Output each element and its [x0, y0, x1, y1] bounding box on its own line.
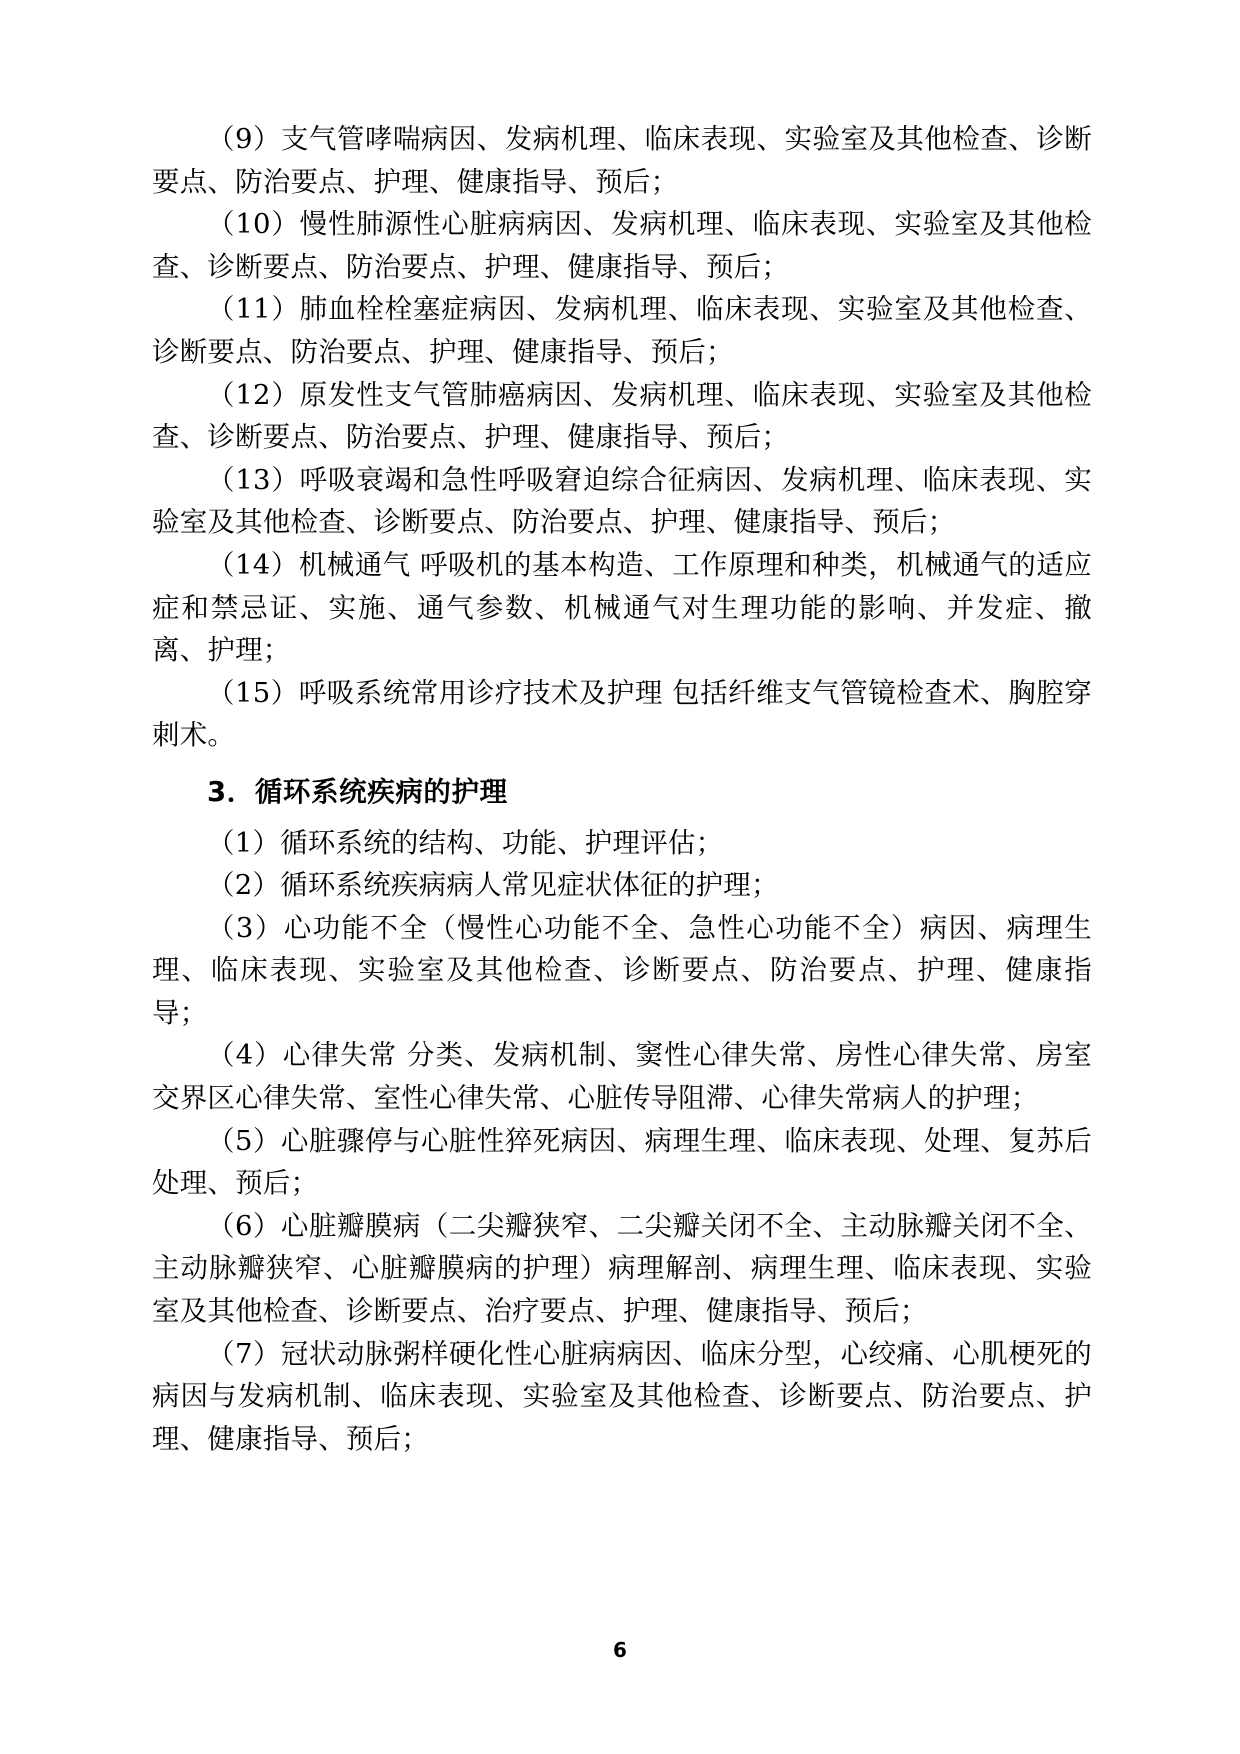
paragraph-circ-item-4: （4）心律失常 分类、发病机制、窦性心律失常、房性心律失常、房室交界区心律失常、室性心律失常、心脏传导阻滞、心律失常病人的护理； [152, 1039, 1092, 1115]
paragraph-item-15: （15）呼吸系统常用诊疗技术及护理 包括纤维支气管镜检查术、胸腔穿刺术。 [152, 676, 1092, 752]
paragraph-circ-item-3: （3）心功能不全（慢性心功能不全、急性心功能不全）病因、病理生理、临床表现、实验室及其他检查、诊断要点、防治要点、护理、健康指导； [152, 911, 1092, 1029]
paragraph-item-10: （10）慢性肺源性心脏病病因、发病机理、临床表现、实验室及其他检查、诊断要点、防治要点、护理、健康指导、预后； [152, 208, 1092, 283]
page-footer [0, 1638, 1240, 1662]
paragraph-circ-item-6: （6）心脏瓣膜病（二尖瓣狭窄、二尖瓣关闭不全、主动脉瓣关闭不全、主动脉瓣狭窄、心脏瓣膜病的护理）病理解剖、病理生理、临床表现、实验室及其他检查、诊断要点、治疗要点、护理、健康指导、预后； [152, 1209, 1092, 1328]
paragraph-circ-item-1: （1）循环系统的结构、功能、护理评估； [207, 826, 724, 859]
page-number: 6 [613, 1638, 627, 1662]
paragraph-item-13: （13）呼吸衰竭和急性呼吸窘迫综合征病因、发病机理、临床表现、实验室及其他检查、诊断要点、防治要点、护理、健康指导、预后； [152, 463, 1092, 539]
section-heading-circulatory: 3．循环系统疾病的护理 [207, 775, 508, 808]
paragraph-circ-item-2: （2）循环系统疾病病人常见症状体征的护理； [207, 869, 779, 902]
paragraph-circ-item-7: （7）冠状动脉粥样硬化性心脏病病因、临床分型，心绞痛、心肌梗死的病因与发病机制、临床表现、实验室及其他检查、诊断要点、防治要点、护理、健康指导、预后； [152, 1337, 1092, 1455]
page-content [152, 118, 1092, 1460]
paragraph-item-12: （12）原发性支气管肺癌病因、发病机理、临床表现、实验室及其他检查、诊断要点、防治要点、护理、健康指导、预后； [152, 378, 1092, 454]
paragraph-item-9: （9）支气管哮喘病因、发病机理、临床表现、实验室及其他检查、诊断要点、防治要点、护理、健康指导、预后； [152, 123, 1092, 198]
paragraph-item-14: （14）机械通气 呼吸机的基本构造、工作原理和种类，机械通气的适应症和禁忌证、实施、通气参数、机械通气对生理功能的影响、并发症、撤离、护理； [152, 548, 1092, 667]
paragraph-item-11: （11）肺血栓栓塞症病因、发病机理、临床表现、实验室及其他检查、诊断要点、防治要点、护理、健康指导、预后； [152, 293, 1092, 368]
paragraph-circ-item-5: （5）心脏骤停与心脏性猝死病因、病理生理、临床表现、处理、复苏后处理、预后； [152, 1124, 1092, 1200]
